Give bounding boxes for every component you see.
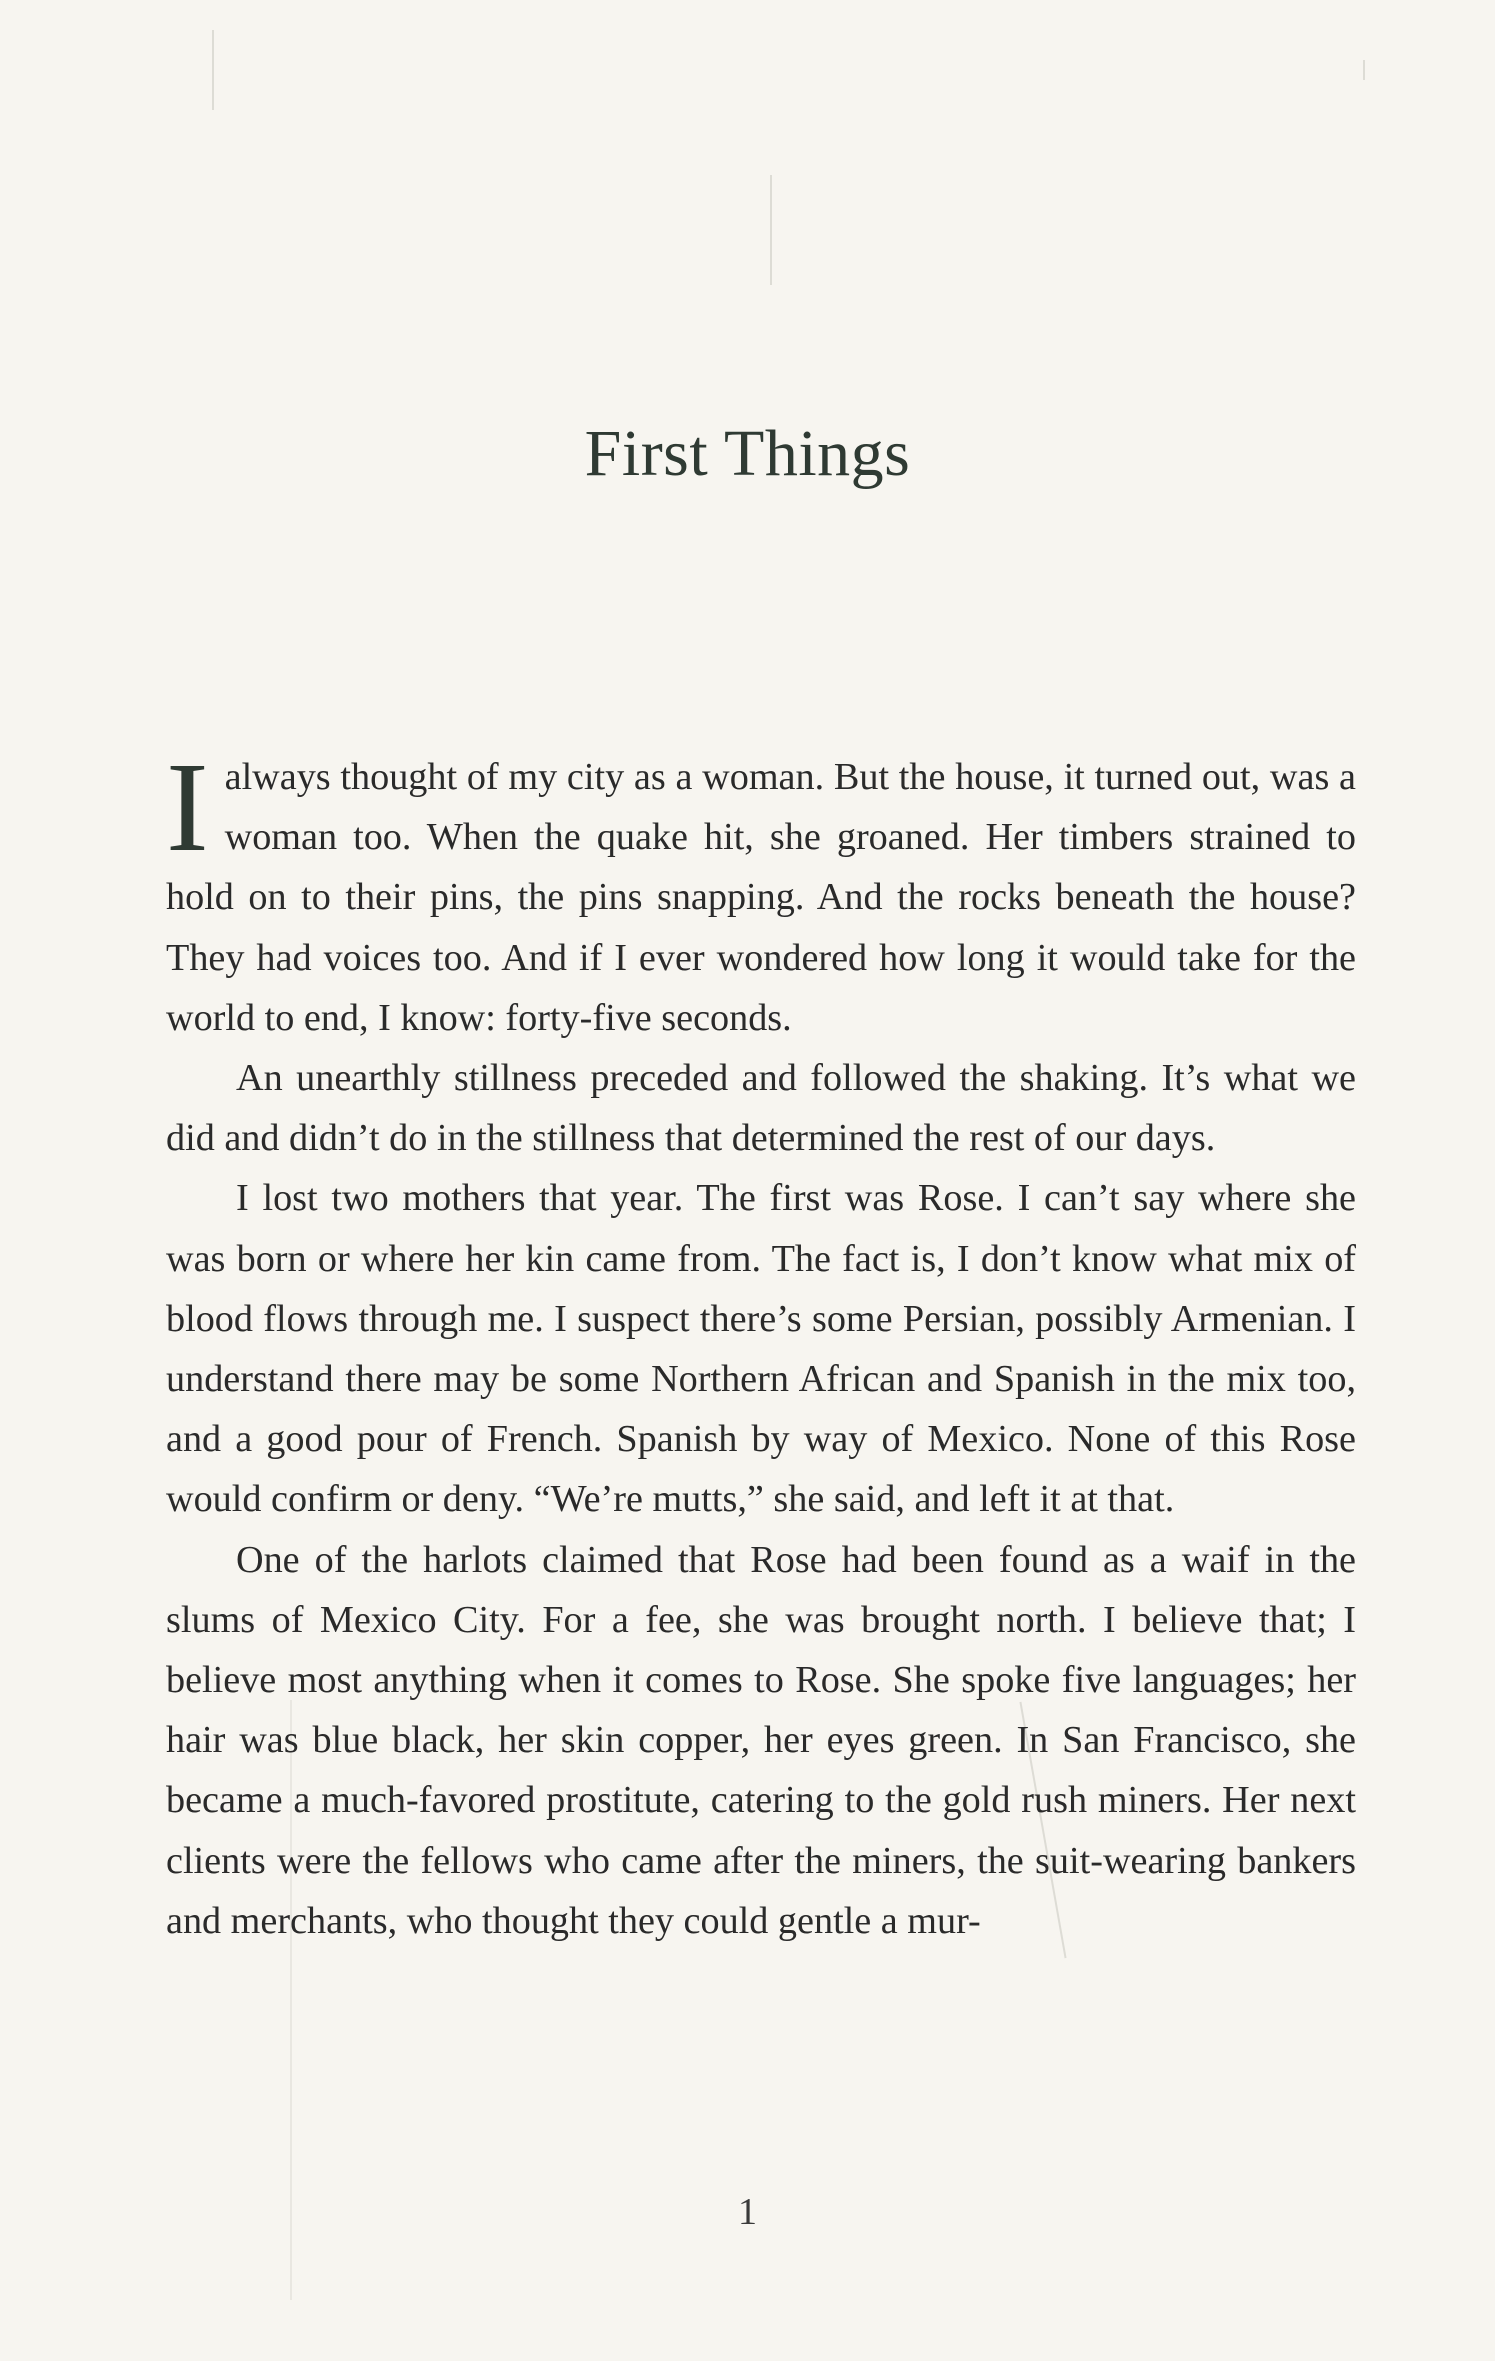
paragraph: I lost two mothers that year. The first was Rose. I can’t say where she was born or where her kin came from. The fact is, I don’t know what mix of blood flows through me. I suspect there’s some Persian, possibly Armenian. I understand there may be some Northern African and Spanish in the mix too, and a good pour of French. Spanish by way of Mexico. None of this Rose would confirm or deny. “We’re mutts,” she said, and left it at that. [166, 1177, 1356, 1521]
paragraph: One of the harlots claimed that Rose had been found as a waif in the slums of Mexico City. For a fee, she was brought north. I believe that; I believe most anything when it comes to Rose. She spoke five languages; her hair was blue black, her skin copper, her eyes green. In San Francisco, she became a much-favored prostitute, catering to the gold rush miners. Her next clients were the fellows who came after the miners, the suit-wearing bankers and merchants, who thought they could gentle a mur- [166, 1538, 1356, 1942]
chapter-title: First Things [584, 417, 911, 491]
paragraph-text: always thought of my city as a woman. But the house, it turned out, was a woman too. When the quake hit, she groaned. Her timbers strained to hold on to their pins, the pins snapping. And the rocks beneath the house? They had voices too. And if I ever wondered how long it would take for the world to end, I know: forty-five seconds. [166, 756, 1356, 1039]
scan-line [770, 175, 772, 285]
drop-cap: I [166, 736, 209, 878]
scan-line [212, 30, 214, 110]
scan-line [1363, 60, 1365, 80]
page-number: 1 [738, 2191, 757, 2233]
paragraph [166, 736, 1356, 1048]
chapter-body [166, 736, 1356, 1951]
paragraph: An unearthly stillness preceded and followed the shaking. It’s what we did and didn’t do in the stillness that determined the rest of our days. [166, 1057, 1356, 1160]
